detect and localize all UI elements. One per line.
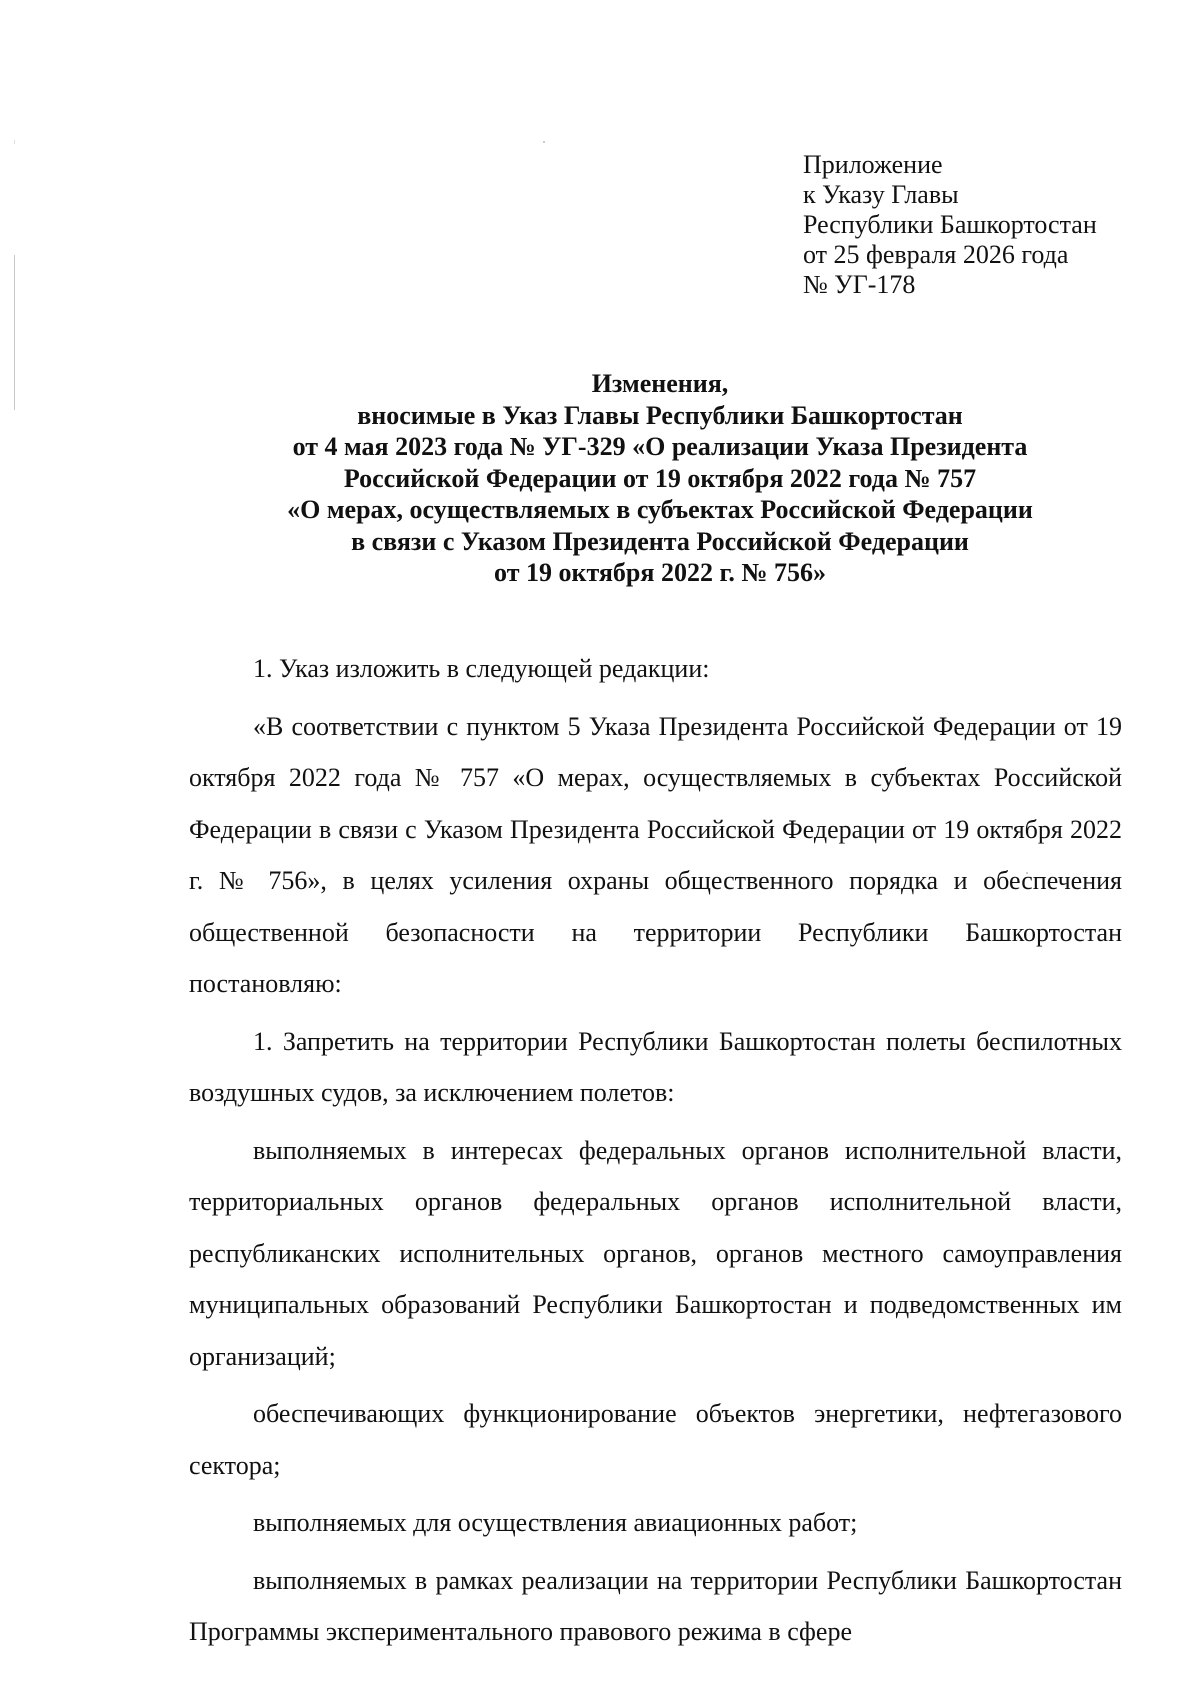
title-line: от 4 мая 2023 года № УГ-329 «О реализации Указа Президента — [292, 432, 1028, 461]
body-paragraph: выполняемых в рамках реализации на территории Республики Башкортостан Программы экспериментального правового режима в сфере — [189, 1565, 1122, 1646]
appendix-line: № УГ-178 — [803, 270, 916, 299]
title-line: Изменения, — [591, 369, 729, 398]
body-paragraph: 1. Запретить на территории Республики Башкортостан полеты беспилотных воздушных судов, за исключением полетов: — [189, 1026, 1122, 1107]
appendix-line: к Указу Главы — [803, 180, 959, 209]
title-line: в связи с Указом Президента Российской Федерации — [351, 526, 969, 556]
scan-speck — [543, 141, 545, 143]
appendix-header — [803, 150, 1097, 300]
body-paragraph: 1. Указ изложить в следующей редакции: — [253, 654, 710, 683]
appendix-line: от 25 февраля 2026 года — [803, 240, 1069, 269]
body-paragraph: «В соответствии с пунктом 5 Указа Президента Российской Федерации от 19 октября 2022 года № 757 «О мерах, осуществляемых в субъектах Российской Федерации в связи с Указом Президента Российской Федерации от 19 октября 2022 г. № 756», в целях усиления охраны общественного порядка и обеспечения общественной безопасности на территории Республики Башкортостан постановляю: — [189, 711, 1122, 998]
scan-edge-mark — [14, 140, 15, 144]
appendix-line: Республики Башкортостан — [803, 210, 1097, 239]
document-title — [180, 368, 1140, 589]
title-line: «О мерах, осуществляемых в субъектах Российской Федерации — [287, 495, 1033, 524]
title-line: Российской Федерации от 19 октября 2022 года № 757 — [343, 463, 977, 493]
appendix-line: Приложение — [803, 150, 943, 179]
title-line: вносимые в Указ Главы Республики Башкортостан — [357, 400, 963, 430]
body-paragraph: обеспечивающих функционирование объектов энергетики, нефтегазового сектора; — [189, 1399, 1122, 1480]
body-paragraph: выполняемых для осуществления авиационных работ; — [253, 1508, 858, 1537]
body-paragraph: выполняемых в интересах федеральных органов исполнительной власти, территориальных органов федеральных органов исполнительной власти, республиканских исполнительных органов, органов местного самоуправления муниципальных образований Республики Башкортостан и подведомственных им организаций; — [189, 1135, 1122, 1371]
document-body — [189, 643, 1122, 1658]
scan-edge-mark — [14, 255, 15, 410]
title-line: от 19 октября 2022 г. № 756» — [494, 558, 826, 587]
